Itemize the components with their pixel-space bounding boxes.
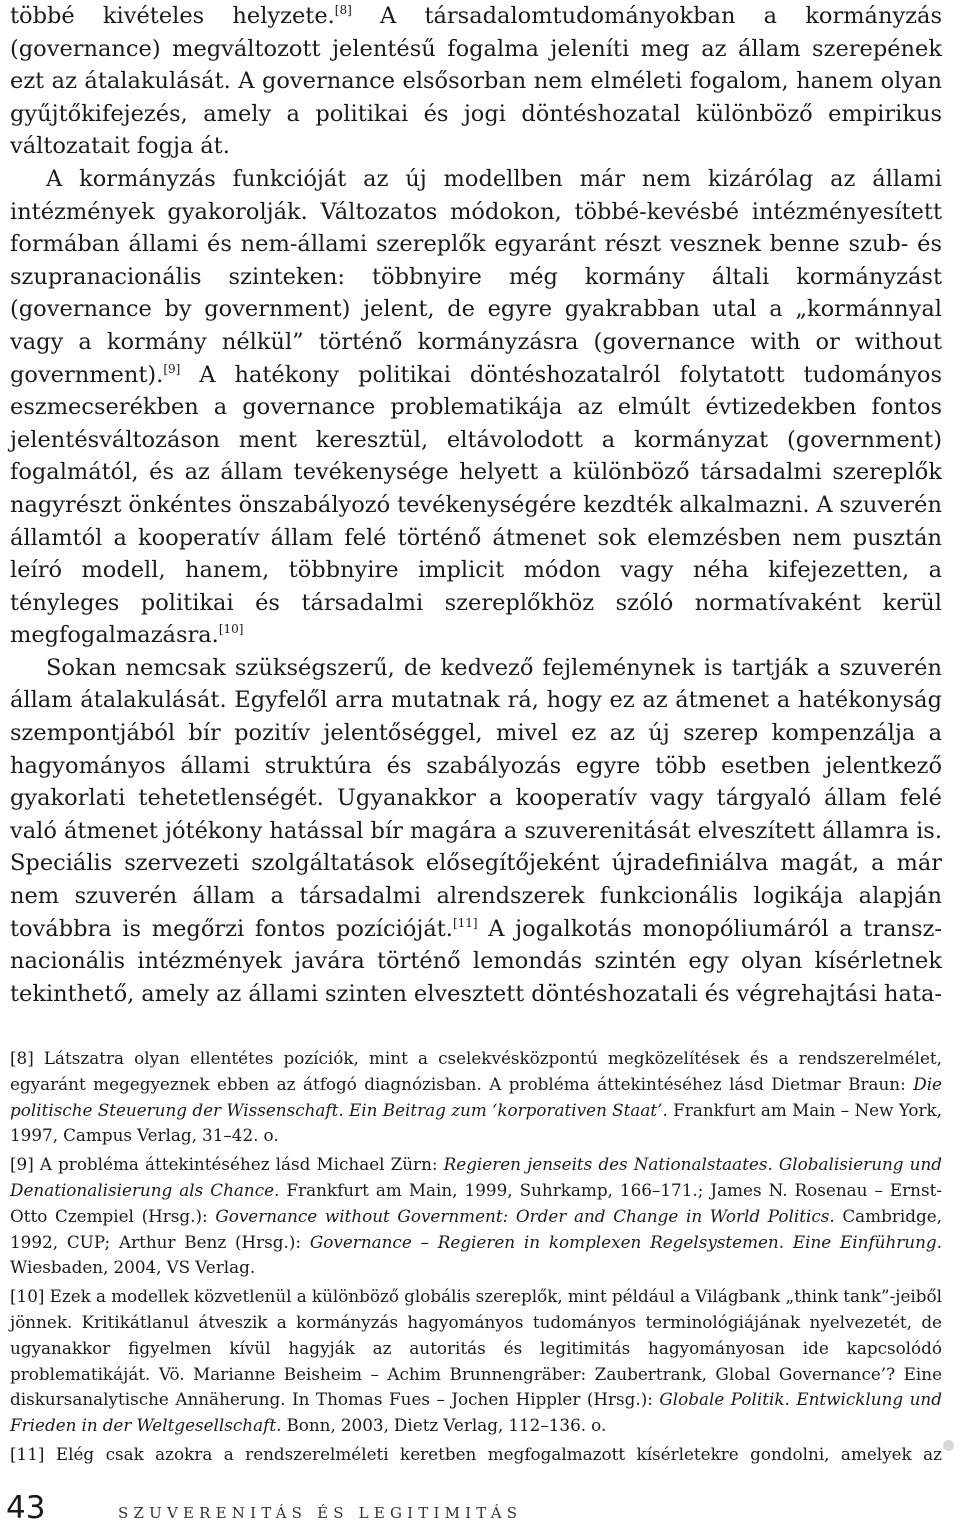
book-title: Globale Politik. Entwicklung und Frieden in der Weltgesellschaft. xyxy=(10,1389,942,1436)
footnote-11 xyxy=(10,1442,942,1468)
footnote-ref-10[interactable]: [10] xyxy=(218,622,244,637)
text-run: [10] Ezek a modellek közvetlenül a különböző globális szereplők, mint például a Világbank „think tank”-jeiből jönnek. Kritikátlanul átveszik a kormányzás hagyományos tudományos terminológiájának nyelvezetét, de ugyanakkor figyelmen kívül hagyják az autoritás és legitimitás hagyományosan ide kapcsolódó problematikáját. Vö. Marianne Beisheim – Achim Brunnengräber: Zaubertrank, Global Governance’? Eine diskursanalytische Annäherung. In Thomas Fues – Jochen Hippler (Hrsg.): xyxy=(10,1286,942,1410)
body-text xyxy=(10,0,942,1010)
text-run: Wiesbaden, 2004, VS Verlag. xyxy=(10,1257,256,1278)
footnote-10 xyxy=(10,1284,942,1439)
paragraph xyxy=(10,163,942,652)
running-title: SZUVERENITÁS ÉS LEGITIMITÁS xyxy=(118,1504,523,1522)
book-title: Die politische Steuerung der Wissenschaft. Ein Beitrag zum ‘korporativen Staat’. xyxy=(10,1073,942,1120)
text-run: többé kivételes helyzete. xyxy=(10,3,335,29)
text-run: Cambridge, 1992, CUP; Arthur Benz (Hrsg.): xyxy=(10,1205,942,1252)
text-run: Sokan nemcsak szükségszerű, de kedvező fejleménynek is tartják a szuverén állam átalakulását. Egyfelől arra mutatnak rá, hogy ez az átmenet a hatékonyság szempontjából bír pozitív jelentőséggel, mivel ez az új szerep kompenzálja a hagyományos állami struktúra és szabályozás egyre több esetben jelentkező gyakorlati tehetetlenségét. Ugyanakkor a kooperatív vagy tárgyaló állam felé való átmenet jótékony hatással bír magára a szuverenitását elveszített államra is. Speciális szervezeti szolgáltatások elősegítőjeként újradefiniálva magát, a már nem szuverén állam a társadalmi alrendszerek funkcionális logikája alapján továbbra is megőrzi fontos pozícióját. xyxy=(10,654,942,942)
paragraph xyxy=(10,0,942,163)
text-run: Frankfurt am Main, 1999, Suhrkamp, 166–171.; James N. Rosenau – Ernst-Otto Czempiel (Hrsg.): xyxy=(10,1179,942,1226)
text-run: A hatékony politikai döntéshozatalról folytatott tudományos eszmecserékben a governance problematikája az elmúlt évtizedekben fontos jelentésváltozáson ment keresztül, eltávolodott a kormányzat (government) fogalmától, és az állam tevékenysége helyett a különböző társadalmi szereplők nagyrészt önkéntes önszabályozó tevékenységére kezdték alkalmazni. A szuverén államtól a kooperatív állam felé történő átmenet sok elemzésben nem pusztán leíró modell, hanem, többnyire implicit módon vagy néha kifejezetten, a tényleges politikai és társadalmi szereplőkhöz szóló normatívaként kerül megfogalmazásra. xyxy=(10,361,942,649)
text-run: A társadalomtudományokban a kormányzás (governance) megváltozott jelentésű fogalma jeleníti meg az állam szerepének ezt az átalakulását. A governance elsősorban nem elméleti fogalom, hanem olyan gyűjtőkifejezés, amely a politikai és jogi döntéshozatal különböző empirikus változatait fogja át. xyxy=(10,3,942,160)
bullet-dot-icon xyxy=(943,1440,954,1451)
text-run: A jogalkotás monopóliumáról a transznacionális intézmények javára történő lemondás szintén egy olyan kísérletnek tekinthető, amely az állami szinten elvesztett döntéshozatali és végrehajtási hata- xyxy=(10,915,942,1007)
paragraph xyxy=(10,652,942,1011)
text-run: [8] Látszatra olyan ellentétes pozíciók, mint a cselekvésközpontú megközelítések és a rendszerelmélet, egyaránt megegyeznek ebben az átfogó diagnózisban. A probléma áttekintéséhez lásd Dietmar Braun: xyxy=(10,1048,942,1094)
book-title: Governance – Regieren in komplexen Regelsystemen. Eine Einführung. xyxy=(309,1231,942,1252)
page-number: 43 xyxy=(6,1490,46,1526)
footnote-8 xyxy=(10,1046,942,1149)
text-run: A kormányzás funkcióját az új modellben már nem kizárólag az állami intézmények gyakorolják. Változatos módokon, többé-kevésbé intézményesített formában állami és nem-állami szereplők egyaránt részt vesznek benne szub- és szupranacionális szinteken: többnyire még kormány általi kormányzást (governance by government) jelent, de egyre gyakrabban utal a „kormánnyal vagy a kormány nélkül” történő kormányzásra (governance with or without government). xyxy=(10,165,942,388)
book-title: Governance without Government: Order and Change in World Politics. xyxy=(215,1205,835,1226)
page-footer xyxy=(6,1490,522,1526)
text-run: Bonn, 2003, Dietz Verlag, 112–136. o. xyxy=(281,1415,607,1436)
footnote-ref-11[interactable]: [11] xyxy=(452,915,478,930)
book-title: Regieren jenseits des Nationalstaates. Globalisierung und Denationalisierung als Chance. xyxy=(10,1154,942,1200)
text-run: [11] Elég csak azokra a rendszerelméleti keretben megfogalmazott kísérletekre gondolni, amelyek az xyxy=(10,1443,942,1464)
footnotes xyxy=(10,1046,942,1471)
footnote-ref-9[interactable]: [9] xyxy=(163,361,181,376)
footnote-9 xyxy=(10,1152,942,1281)
text-run: Frankfurt am Main – New York, 1997, Campus Verlag, 31–42. o. xyxy=(10,1099,942,1146)
footnote-ref-8[interactable]: [8] xyxy=(334,3,352,17)
text-run: [9] A probléma áttekintéséhez lásd Michael Zürn: xyxy=(10,1154,444,1175)
